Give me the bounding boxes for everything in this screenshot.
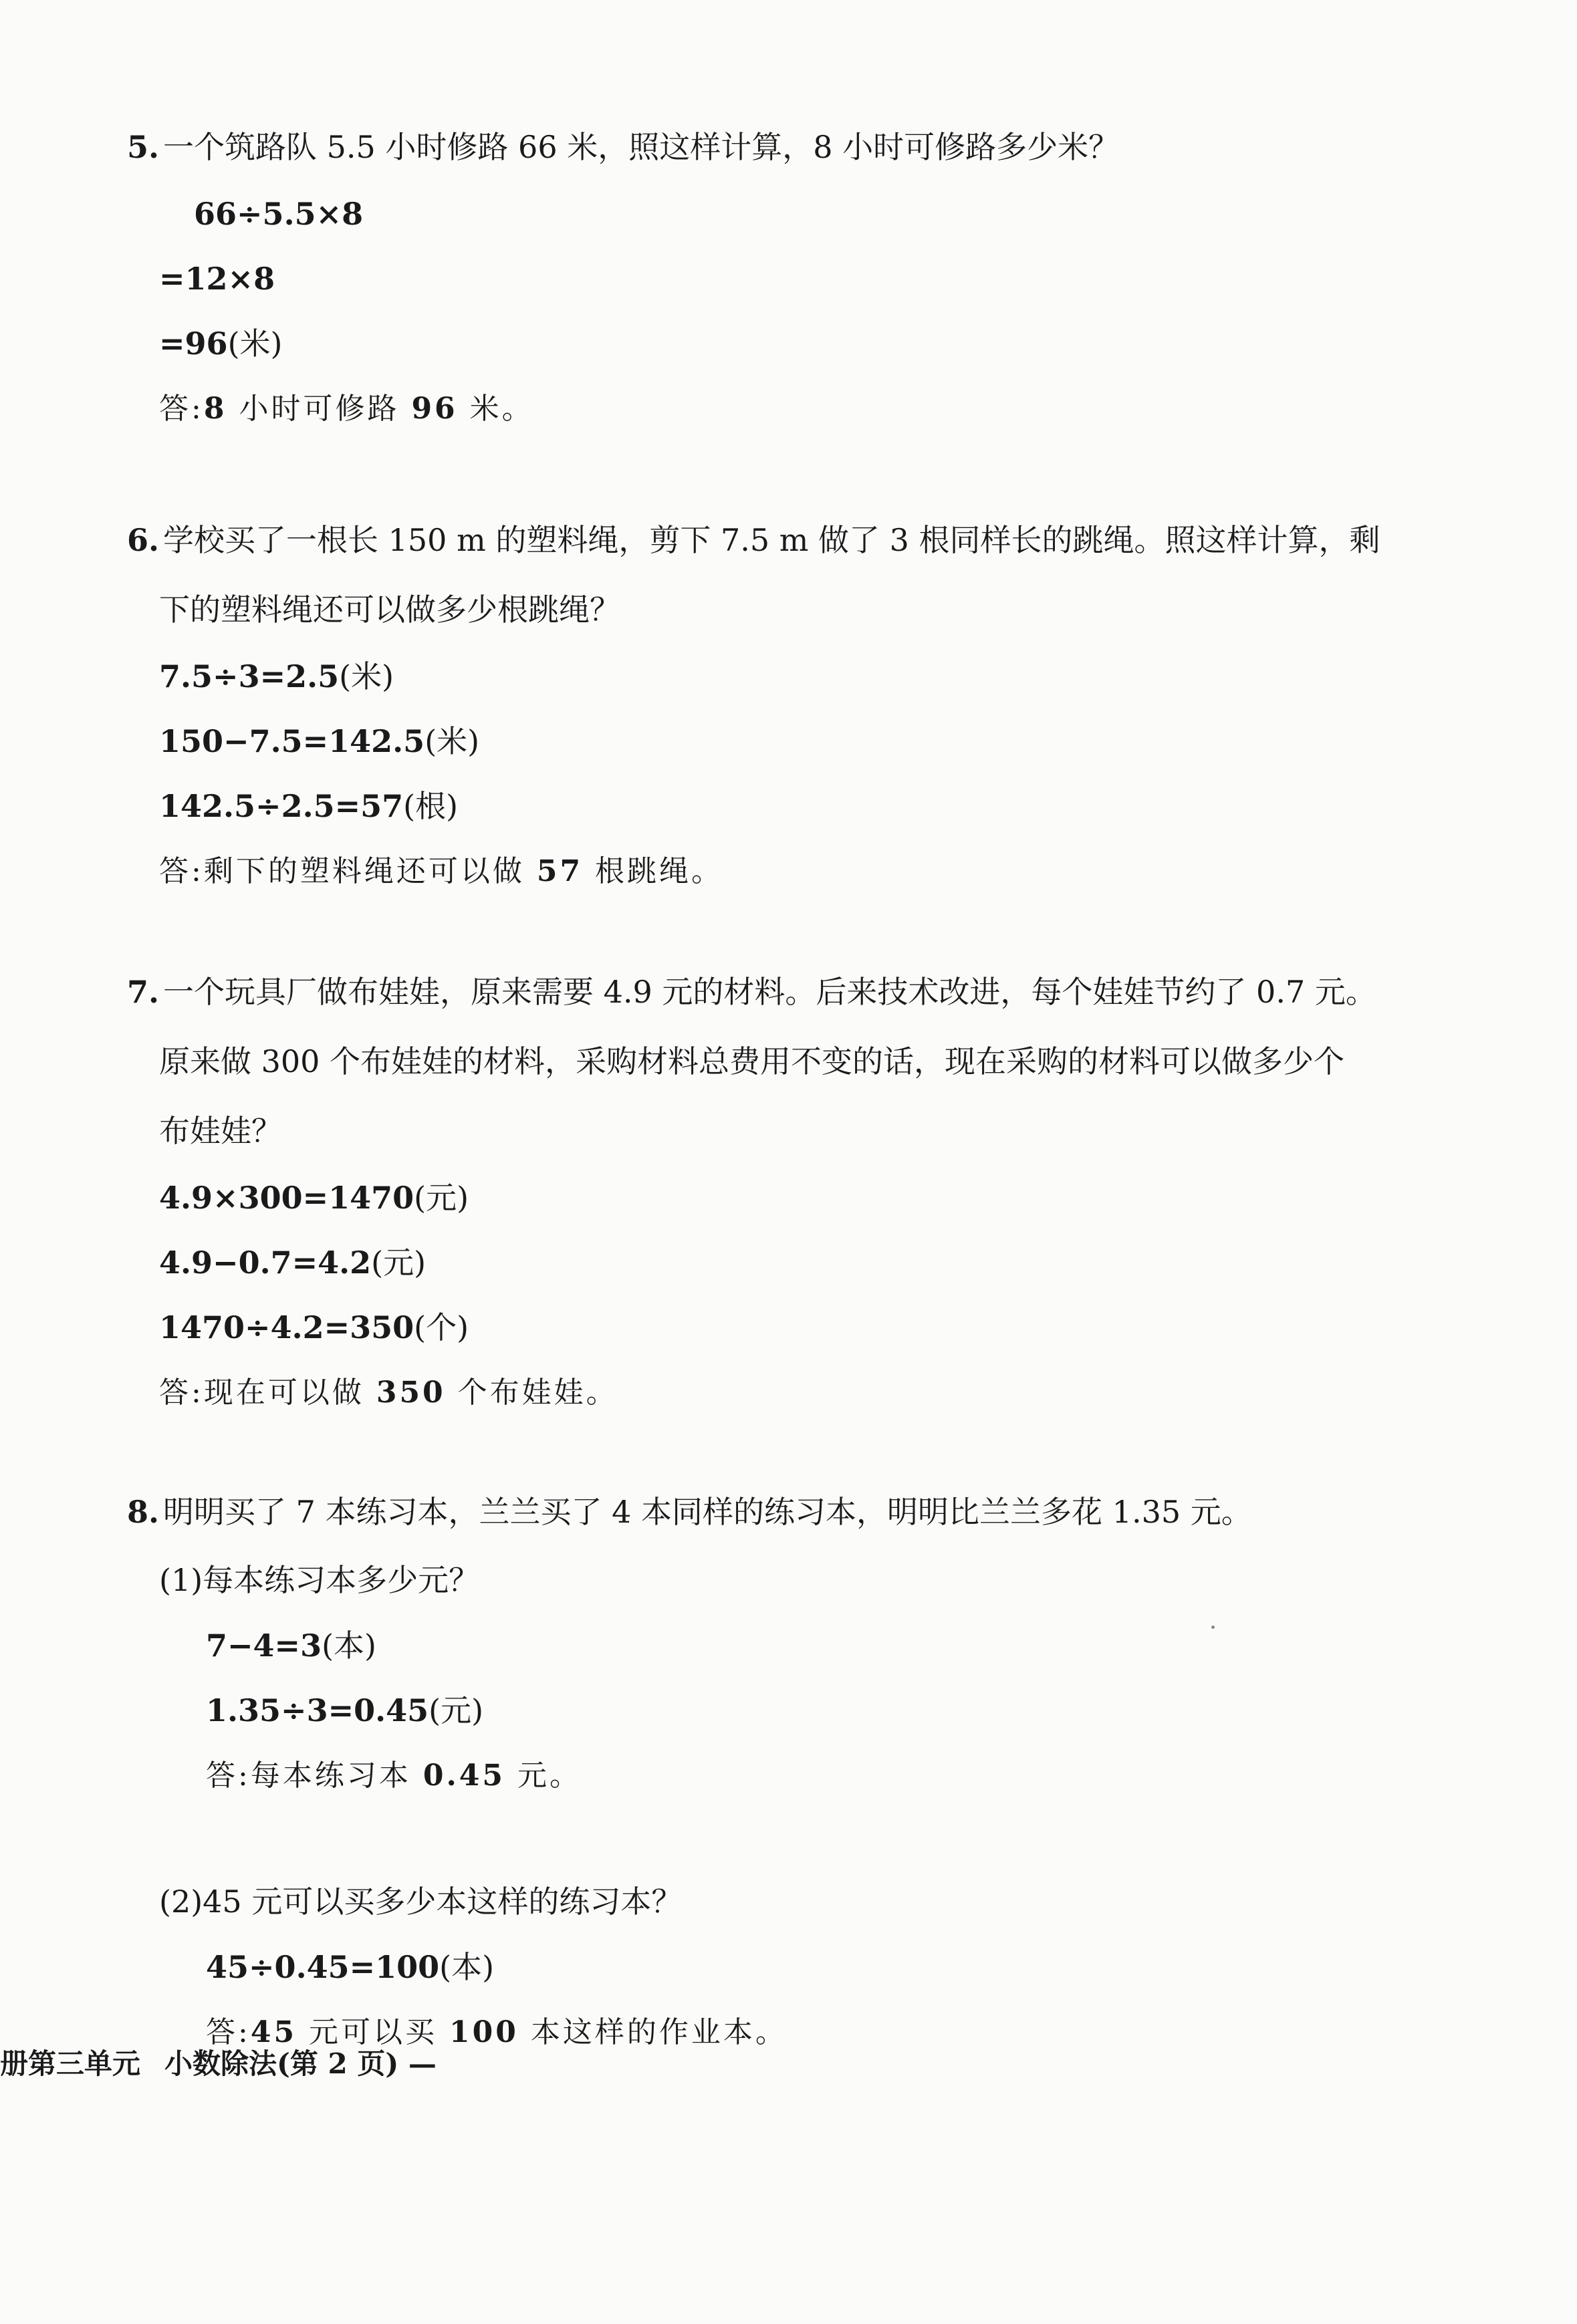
question-line (127, 1096, 1437, 1166)
step-unit: (米) (424, 723, 480, 759)
question-text: 下的塑料绳还可以做多少根跳绳？ (159, 592, 620, 628)
problem-8 (127, 1477, 1437, 2065)
step-expression: =12×8 (159, 261, 275, 297)
problem-number: 6. (127, 522, 160, 558)
step-expression: =96 (159, 326, 228, 362)
answer-value: 350 (376, 1376, 446, 1410)
question-line (127, 1027, 1437, 1096)
answer-text: 元可以买 (297, 2015, 450, 2049)
answer-text: 个布娃娃。 (445, 1376, 618, 1410)
question-text: 一个玩具厂做布娃娃，原来需要 4.9 元的材料。后来技术改进，每个娃娃节约了 0.7 元。 (163, 974, 1376, 1010)
page-footer (0, 2042, 437, 2082)
answer-prefix: 答: (159, 854, 204, 888)
answer-prefix: 答: (206, 1759, 251, 1793)
answer-value: 8 (203, 392, 227, 426)
answer-text: 剩下的塑料绳还可以做 (203, 854, 537, 888)
step-unit: (元) (371, 1245, 427, 1281)
problem-number: 7. (127, 974, 160, 1010)
answer-text: 米。 (457, 392, 534, 426)
problem-number: 5. (127, 129, 160, 165)
solution-step (127, 1231, 1437, 1295)
step-expression: 4.9×300=1470 (159, 1180, 414, 1216)
answer-value: 100 (449, 2015, 519, 2049)
step-expression: 1.35÷3=0.45 (206, 1692, 429, 1728)
solution-step (127, 247, 1437, 311)
scan-speck (1211, 1626, 1215, 1629)
answer-prefix: 答: (159, 1376, 204, 1410)
answer-line (127, 1360, 1437, 1425)
step-unit: (本) (322, 1628, 377, 1664)
subquestion-1: (1)每本练习本多少元？ (159, 1562, 480, 1598)
answer-prefix: 答: (206, 2015, 251, 2049)
subquestion-2: (2)45 元可以买多少本这样的练习本？ (159, 1884, 683, 1920)
question-text: 一个筑路队 5.5 小时修路 66 米，照这样计算，8 小时可修路多少米？ (163, 129, 1120, 165)
step-expression: 150−7.5=142.5 (159, 723, 425, 759)
solution-step (127, 1166, 1437, 1231)
step-expression: 45÷0.45=100 (206, 1949, 440, 1985)
answer-text: 小时可修路 (227, 392, 412, 426)
answer-value: 0.45 (422, 1759, 505, 1793)
question-text: 布娃娃？ (159, 1113, 282, 1149)
answer-line (127, 376, 1437, 441)
solution-step (127, 182, 1437, 247)
question-line (127, 1477, 1437, 1547)
answer-text: 元。 (505, 1759, 582, 1793)
step-unit: (米) (227, 326, 283, 362)
solution-step (127, 1678, 1437, 1743)
step-expression: 142.5÷2.5=57 (159, 788, 404, 824)
problem-6 (127, 505, 1437, 904)
footer-unit: 册第三单元 (0, 2047, 141, 2080)
answer-text: 现在可以做 (203, 1376, 376, 1410)
question-text: 原来做 300 个布娃娃的材料，采购材料总费用不变的话，现在采购的材料可以做多少个 (159, 1043, 1345, 1079)
solution-step (127, 709, 1437, 774)
step-expression: 7.5÷3=2.5 (159, 658, 340, 694)
step-unit: (米) (339, 658, 394, 694)
question-line (127, 505, 1437, 575)
step-unit: (根) (403, 788, 459, 824)
step-unit: (元) (414, 1180, 469, 1216)
question-text: 明明买了 7 本练习本，兰兰买了 4 本同样的练习本，明明比兰兰多花 1.35 元。 (163, 1494, 1252, 1530)
answer-value: 96 (411, 392, 458, 426)
solution-step (127, 1613, 1437, 1678)
solution-step (127, 1295, 1437, 1360)
step-unit: (本) (439, 1949, 495, 1985)
question-line (127, 957, 1437, 1027)
step-unit: (元) (429, 1692, 484, 1728)
problem-5 (127, 112, 1437, 441)
answer-text: 根跳绳。 (583, 854, 724, 888)
step-expression: 4.9−0.7=4.2 (159, 1245, 372, 1281)
answer-line (127, 839, 1437, 904)
step-unit: (个) (414, 1309, 469, 1345)
step-expression: 7−4=3 (206, 1628, 322, 1664)
solution-step (127, 644, 1437, 709)
answer-text: 每本练习本 (250, 1759, 423, 1793)
step-expression: 66÷5.5×8 (194, 196, 364, 232)
question-line (127, 575, 1437, 644)
solution-step (127, 1935, 1437, 2000)
step-expression: 1470÷4.2=350 (159, 1309, 414, 1345)
answer-text: 本这样的作业本。 (518, 2015, 787, 2049)
solution-step (127, 311, 1437, 376)
solution-step (127, 774, 1437, 839)
footer-lesson: 小数除法(第 2 页) — (164, 2047, 437, 2080)
question-text: 学校买了一根长 150 m 的塑料绳，剪下 7.5 m 做了 3 根同样长的跳绳。照这样计算，剩 (163, 522, 1380, 558)
answer-line (127, 1743, 1437, 1808)
problem-7 (127, 957, 1437, 1425)
answer-value: 45 (250, 2015, 297, 2049)
question-line (127, 112, 1437, 182)
answer-prefix: 答: (159, 392, 204, 426)
problem-number: 8. (127, 1494, 160, 1530)
answer-value: 57 (536, 854, 584, 888)
